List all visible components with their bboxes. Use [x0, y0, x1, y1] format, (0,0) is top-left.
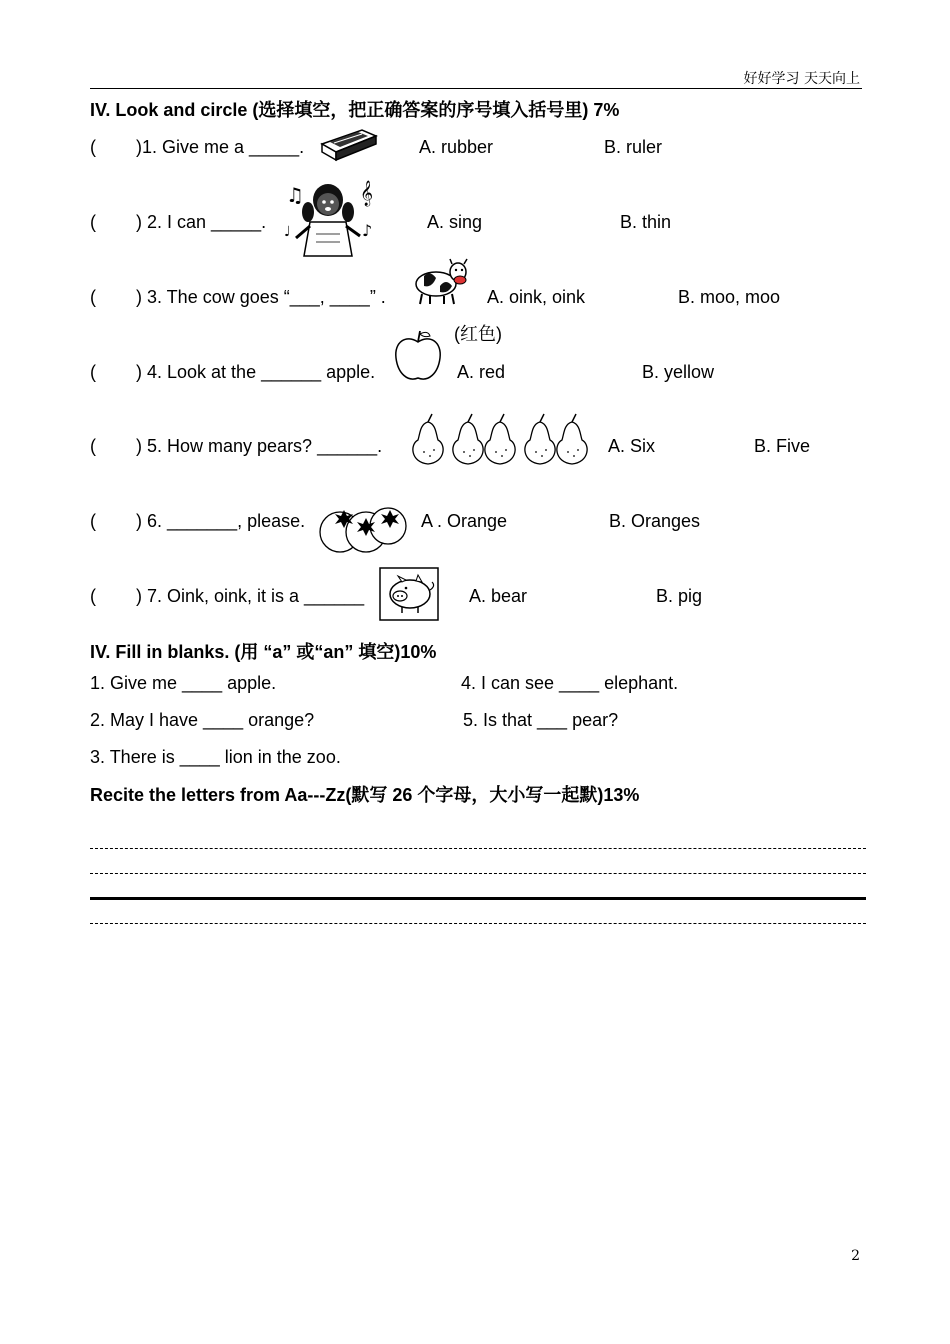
svg-text:♩: ♩ [284, 224, 291, 240]
fill-item-3: 3. There is ____ lion in the zoo. [90, 747, 341, 767]
writing-line-base [90, 897, 866, 900]
eraser-icon [318, 124, 378, 162]
header-motto: 好好学习 天天向上 [743, 71, 860, 87]
option-a-6[interactable]: A . Orange [421, 511, 508, 531]
answer-paren-5: ( [90, 436, 96, 456]
svg-text:𝄞: 𝄞 [360, 181, 374, 206]
answer-paren-7: ( [90, 586, 96, 606]
header-rule [90, 88, 862, 89]
question-4: ) 4. Look at the ______ apple. [136, 362, 376, 382]
option-b-3[interactable]: B. moo, moo [678, 287, 781, 307]
option-a-4[interactable]: A. red [457, 362, 506, 382]
option-a-7[interactable]: A. bear [469, 586, 528, 606]
answer-paren-1: ( [90, 137, 96, 157]
singing-girl-icon [280, 174, 380, 258]
answer-paren-2: ( [90, 212, 96, 232]
option-a-5[interactable]: A. Six [608, 436, 656, 456]
question-5: ) 5. How many pears? ______. [136, 436, 383, 456]
option-b-2[interactable]: B. thin [620, 212, 672, 232]
option-b-1[interactable]: B. ruler [604, 137, 663, 157]
section1-title: IV. Look and circle (选择填空，把正确答案的序号填入括号里) 7% [90, 100, 620, 120]
option-b-5[interactable]: B. Five [754, 436, 811, 456]
fill-item-1: 1. Give me ____ apple. [90, 673, 277, 693]
answer-paren-3: ( [90, 287, 96, 307]
option-b-7[interactable]: B. pig [656, 586, 703, 606]
question-2: ) 2. I can _____. [136, 212, 267, 232]
option-a-1[interactable]: A. rubber [419, 137, 494, 157]
writing-line-top [90, 848, 866, 849]
pig-icon [378, 566, 440, 622]
answer-paren-6: ( [90, 511, 96, 531]
writing-line-bottom [90, 923, 866, 924]
question-1: )1. Give me a _____. [136, 137, 305, 157]
question-6: ) 6. _______, please. [136, 511, 306, 531]
question-7: ) 7. Oink, oink, it is a ______ [136, 586, 365, 606]
svg-text:♪: ♪ [362, 221, 373, 240]
fill-item-2: 2. May I have ____ orange? [90, 710, 315, 730]
svg-text:♫: ♫ [286, 183, 304, 207]
apple-icon [392, 328, 444, 384]
option-a-3[interactable]: A. oink, oink [487, 287, 586, 307]
pears-icon [406, 412, 592, 468]
writing-line-upper [90, 873, 866, 874]
section3-title: Recite the letters from Aa---Zz(默写 26 个字母，大小写一起默)13% [90, 785, 640, 805]
question-3: ) 3. The cow goes “___, ____” . [136, 287, 386, 307]
oranges-icon [318, 498, 410, 554]
page-number: 2 [851, 1248, 860, 1264]
fill-item-5: 5. Is that ___ pear? [463, 710, 619, 730]
cow-icon [412, 256, 472, 306]
section2-title: IV. Fill in blanks. (用 “a” 或“an” 填空)10% [90, 642, 437, 662]
option-b-4[interactable]: B. yellow [642, 362, 715, 382]
option-b-6[interactable]: B. Oranges [609, 511, 701, 531]
fill-item-4: 4. I can see ____ elephant. [461, 673, 679, 693]
option-a-2[interactable]: A. sing [427, 212, 483, 232]
answer-paren-4: ( [90, 362, 96, 382]
apple-note: (红色) [454, 324, 502, 344]
